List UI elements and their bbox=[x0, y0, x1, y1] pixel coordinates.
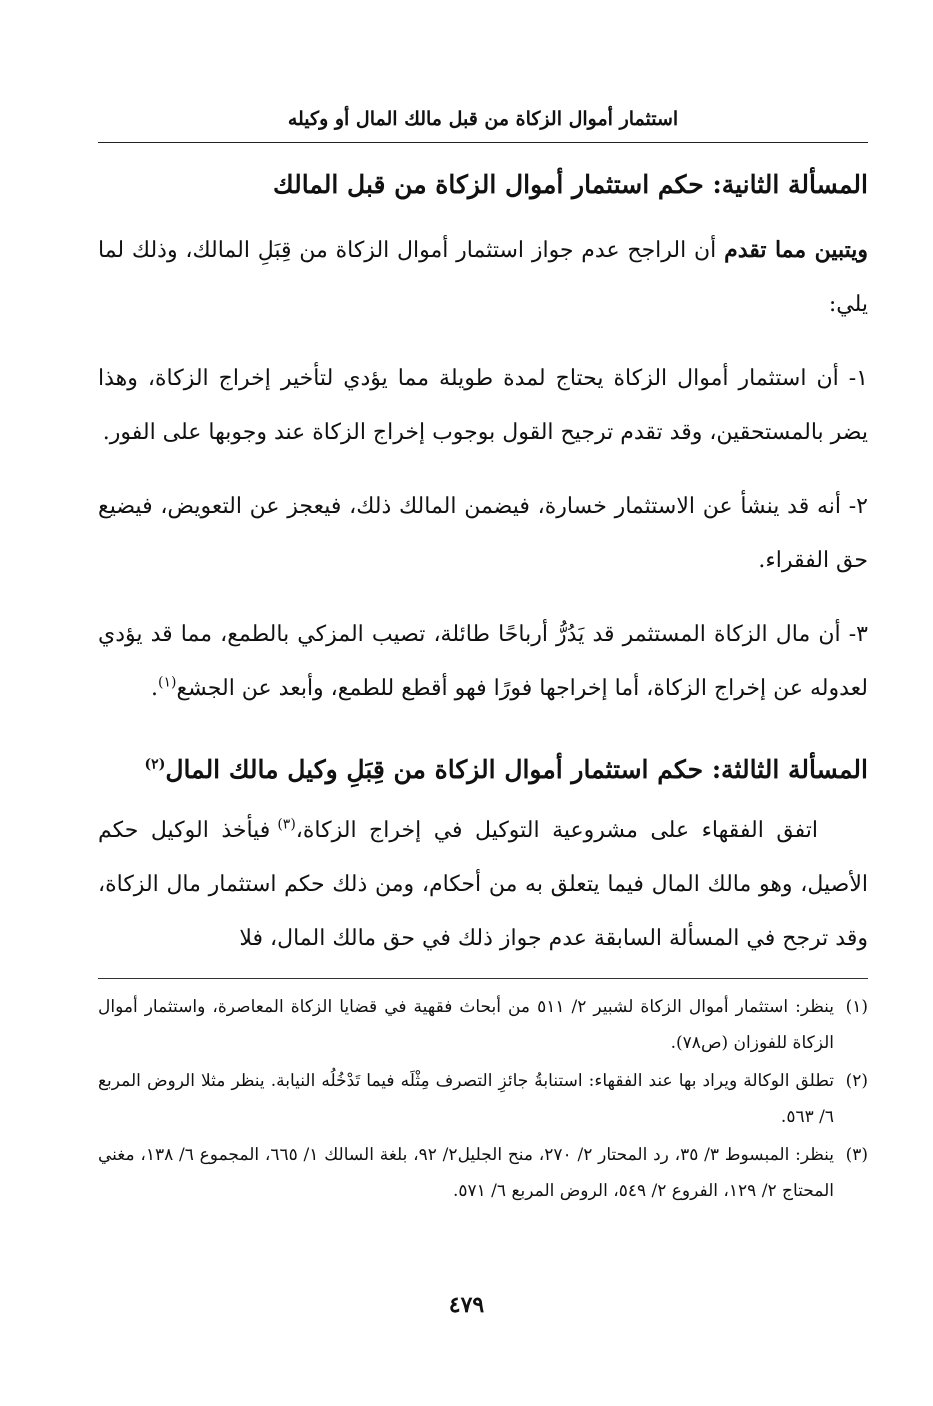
page-number: ٤٧٩ bbox=[448, 1292, 485, 1318]
footnote-ref-3[interactable]: (٣) bbox=[277, 816, 296, 833]
footnote-number: (٢) bbox=[845, 1071, 868, 1091]
book-page bbox=[98, 104, 868, 1211]
footnote-number: (٣) bbox=[845, 1145, 868, 1165]
footnote-text: ينظر: المبسوط ٣/ ٣٥، رد المحتار ٢/ ٢٧٠، منح الجليل٢/ ٩٢، بلغة السالك ١/ ٦٦٥، المجموع ٦/ ١٣٨، مغني المحتاج ٢/ ١٢٩، الفروع ٢/ ٥٤٩، الروض المربع ٦/ ٥٧١. bbox=[98, 1145, 835, 1201]
footnote-text: تطلق الوكالة ويراد بها عند الفقهاء: استنابةُ جائزِ التصرف مِثْلَه فيما تَدْخُلُه النيابة. ينظر مثلا الروض المربع ٦/ ٥٦٣. bbox=[98, 1071, 834, 1127]
intro-lead: ويتبين مما تقدم bbox=[724, 237, 869, 263]
footnote-number: (١) bbox=[845, 997, 868, 1017]
footnote-1 bbox=[98, 989, 868, 1061]
point-3-end: . bbox=[150, 676, 158, 701]
footnote-ref-1[interactable]: (١) bbox=[157, 674, 177, 691]
intro-rest: أن الراجح عدم جواز استثمار أموال الزكاة من قِبَلِ المالك، وذلك لما يلي: bbox=[98, 238, 868, 317]
point-3-text: ٣- أن مال الزكاة المستثمر قد يَدُرُّ أرباحًا طائلة، تصيب المزكي بالطمع، مما قد يؤدي لعدوله عن إخراج الزكاة، أما إخراجها فورًا فهو أقطع للطمع، وأبعد عن الجشع bbox=[98, 622, 868, 701]
running-head: استثمار أموال الزكاة من قبل مالك المال أو وكيله bbox=[98, 104, 868, 143]
footnote-text: ينظر: استثمار أموال الزكاة لشبير ٢/ ٥١١ من أبحاث فقهية في قضايا الزكاة المعاصرة، واستثمار أموال الزكاة للفوزان (ص٧٨). bbox=[98, 997, 835, 1053]
footnote-ref-2[interactable]: (٢) bbox=[144, 756, 166, 773]
point-2-paragraph: ٢- أنه قد ينشأ عن الاستثمار خسارة، فيضمن المالك ذلك، فيعجز عن التعويض، فيضيع حق الفقراء. bbox=[98, 494, 868, 573]
point-1-paragraph: ١- أن استثمار أموال الزكاة يحتاج لمدة طويلة مما يؤدي لتأخير إخراج الزكاة، وهذا يضر بالمستحقين، وقد تقدم ترجيح القول بوجوب إخراج الزكاة عند وجوبها على الفور. bbox=[98, 366, 868, 445]
intro-paragraph bbox=[98, 223, 868, 332]
footnote-divider bbox=[98, 978, 868, 979]
section-heading-3-text: المسألة الثالثة: حكم استثمار أموال الزكاة من قِبَلِ وكيل مالك المال bbox=[165, 755, 868, 784]
section-3-text-a: اتفق الفقهاء على مشروعية التوكيل في إخراج الزكاة، bbox=[295, 818, 819, 843]
section-3-text-b: فيأخذ الوكيل حكم الأصيل، وهو مالك المال فيما يتعلق به من أحكام، ومن ذلك حكم استثمار مال الزكاة، وقد ترجح في المسألة السابقة عدم جواز ذلك في حق مالك المال، فلا bbox=[98, 818, 868, 951]
section-heading-3 bbox=[98, 750, 868, 790]
section-heading-2: المسألة الثانية: حكم استثمار أموال الزكاة من قبل المالك bbox=[273, 170, 868, 199]
footnote-3 bbox=[98, 1137, 868, 1209]
footnote-2 bbox=[98, 1063, 868, 1135]
section-3-paragraph bbox=[98, 804, 868, 966]
point-3-paragraph bbox=[98, 608, 868, 716]
